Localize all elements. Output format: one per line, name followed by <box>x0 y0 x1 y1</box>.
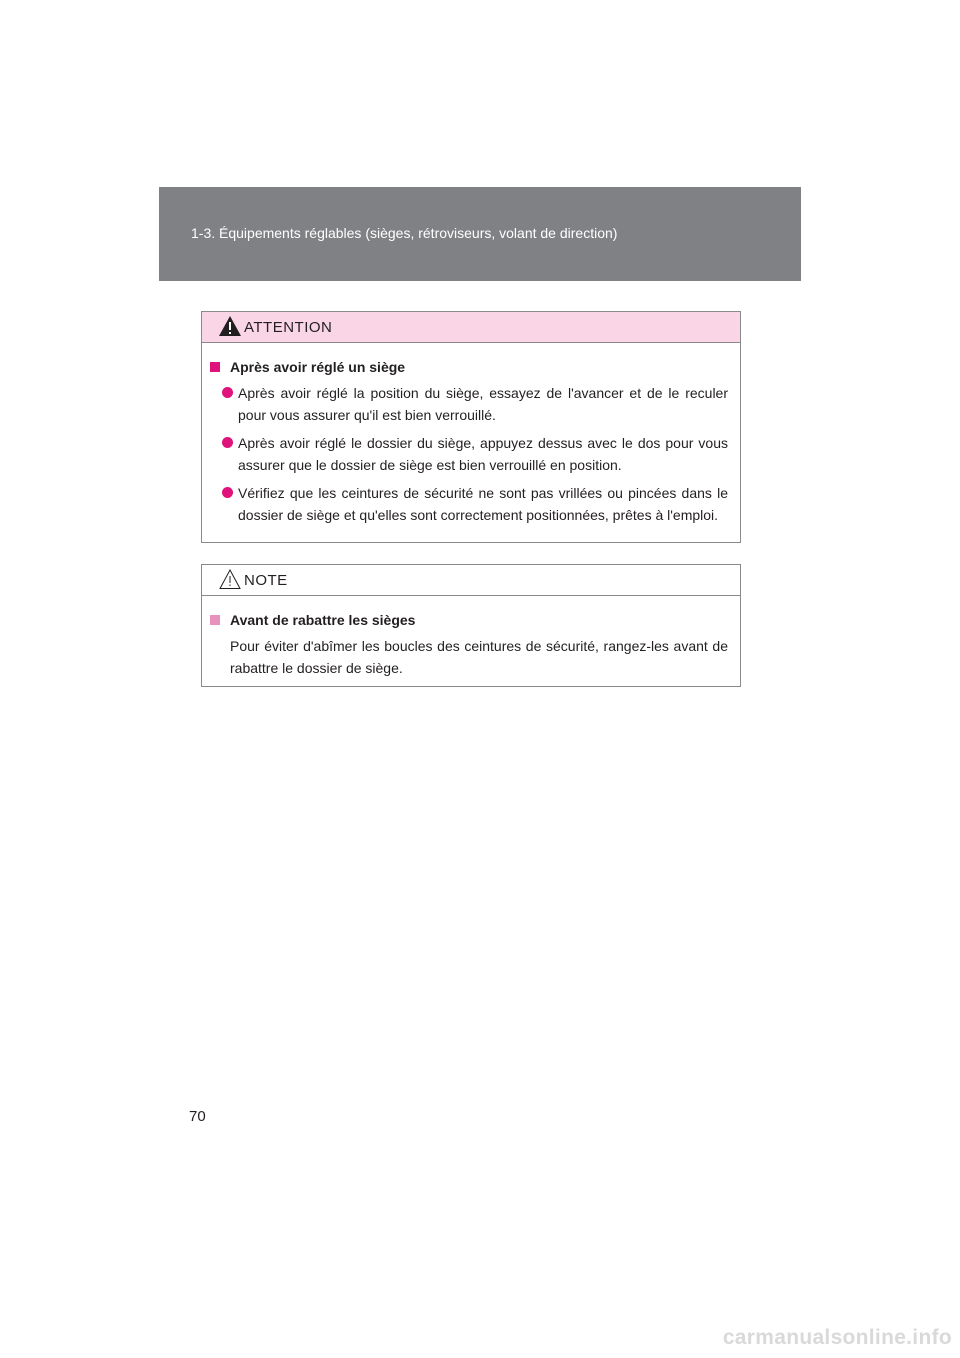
round-bullet-icon <box>222 437 233 448</box>
chapter-title: 1-3. Équipements réglables (sièges, rétroviseurs, volant de direction) <box>191 225 618 241</box>
round-bullet-icon <box>222 487 233 498</box>
note-heading: NOTE <box>244 572 288 589</box>
square-bullet-icon <box>210 362 220 372</box>
chapter-header-band <box>159 187 801 281</box>
attention-bullet-3 <box>222 482 728 526</box>
attention-header <box>202 312 740 343</box>
note-body <box>202 596 740 679</box>
attention-bullet-text: Après avoir réglé la position du siège, essayez de l'avancer et de le reculer pour vous assurer qu'il est bien verrouillé. <box>238 385 728 423</box>
attention-heading: ATTENTION <box>244 319 333 336</box>
page-number: 70 <box>189 1108 206 1125</box>
watermark: carmanualsonline.info <box>722 1326 952 1349</box>
note-header <box>202 565 740 596</box>
attention-section-title-text: Après avoir réglé un siège <box>230 359 406 375</box>
attention-bullet-text: Après avoir réglé le dossier du siège, appuyez dessus avec le dos pour vous assurer que le dossier de siège est bien verrouillé en position. <box>238 435 728 473</box>
attention-section-title <box>210 356 740 378</box>
note-section-title-text: Avant de rabattre les sièges <box>230 612 416 628</box>
note-text: Pour éviter d'abîmer les boucles des ceintures de sécurité, rangez-les avant de rabattre le dossier de siège. <box>230 638 728 676</box>
round-bullet-icon <box>222 387 233 398</box>
note-section-title <box>210 609 740 631</box>
attention-bullet-1 <box>222 382 728 426</box>
note-box <box>201 564 741 687</box>
square-bullet-icon <box>210 615 220 625</box>
attention-bullet-2 <box>222 432 728 476</box>
attention-body <box>202 343 740 526</box>
attention-bullet-text: Vérifiez que les ceintures de sécurité ne sont pas vrillées ou pincées dans le dossier de siège et qu'elles sont correctement positionnées, prêtes à l'emploi. <box>238 485 728 523</box>
warning-triangle-outline-icon <box>218 568 242 590</box>
attention-box <box>201 311 741 543</box>
warning-triangle-filled-icon <box>218 315 242 337</box>
